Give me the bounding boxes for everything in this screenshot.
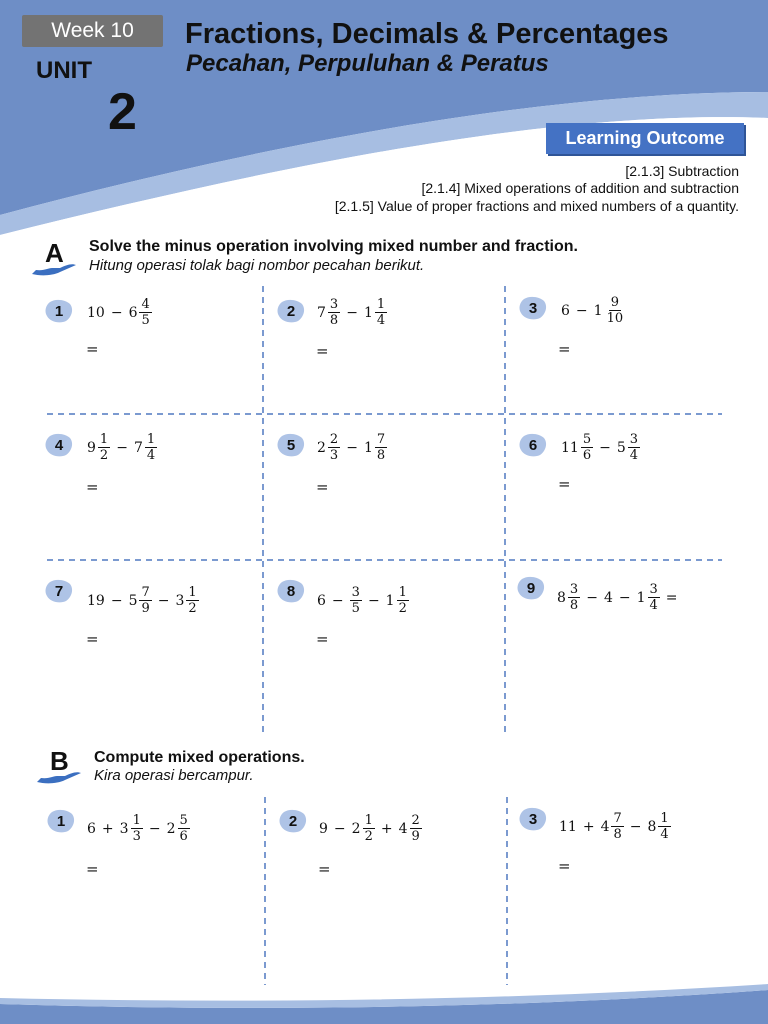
section-a-subtitle: Hitung operasi tolak bagi nombor pecahan berikut. (89, 257, 425, 274)
section-b-subtitle: Kira operasi bercampur. (94, 767, 254, 784)
fraction (628, 432, 640, 463)
math-expression (560, 432, 641, 463)
whole-number: 5 (616, 439, 626, 456)
numerator: 1 (99, 432, 109, 447)
question-number-badge (518, 432, 548, 458)
whole-number: 8 (647, 818, 657, 835)
operator: − (367, 592, 380, 609)
question-number: 7 (54, 582, 64, 600)
whole-number: 2 (317, 439, 326, 456)
answer-equals: = (86, 340, 99, 358)
whole-number: 1 (363, 439, 373, 456)
fraction (139, 297, 151, 328)
operator: − (110, 592, 123, 609)
fraction (145, 432, 157, 463)
section-a-letter: A (45, 238, 64, 268)
section-a-title: Solve the minus operation involving mixed number and fraction. (89, 238, 578, 255)
question-number-badge (518, 806, 548, 832)
page-subtitle: Pecahan, Perpuluhan & Peratus (186, 50, 549, 77)
whole-number: 4 (603, 589, 613, 606)
denominator: 4 (660, 827, 669, 842)
whole-number: 6 (87, 820, 96, 837)
numerator: 3 (329, 297, 339, 312)
fraction (375, 432, 387, 463)
fraction (605, 295, 626, 326)
question-number: 6 (528, 436, 538, 454)
question-number: 4 (54, 436, 64, 454)
answer-equals: = (86, 630, 99, 648)
fraction (328, 297, 340, 328)
operator: − (333, 820, 346, 837)
answer-equals: = (558, 857, 571, 875)
numerator: 7 (613, 811, 622, 826)
denominator: 5 (141, 313, 150, 328)
denominator: 8 (569, 598, 579, 613)
question-number-badge (518, 295, 548, 321)
numerator: 1 (660, 811, 669, 826)
whole-number: 1 (636, 589, 646, 606)
question-number-badge (516, 575, 546, 601)
question-number-badge (278, 808, 308, 834)
fraction (410, 813, 422, 844)
fraction (139, 585, 151, 616)
math-expression (556, 582, 683, 613)
denominator: 8 (613, 827, 622, 842)
whole-number: 4 (600, 818, 610, 835)
whole-number: 9 (319, 820, 328, 837)
operator: − (575, 302, 588, 319)
fraction (350, 585, 362, 616)
numerator: 3 (649, 582, 658, 597)
operator: − (586, 589, 598, 606)
fraction (375, 297, 387, 328)
math-expression (86, 432, 158, 463)
whole-number: 9 (87, 439, 96, 456)
whole-number: 19 (87, 592, 105, 609)
numerator: 1 (376, 297, 386, 312)
operator: − (346, 304, 358, 321)
question-number-badge (44, 432, 74, 458)
whole-number: 7 (133, 439, 143, 456)
unit-label: UNIT (36, 57, 92, 84)
question-number: 9 (526, 579, 536, 597)
denominator: 2 (364, 829, 373, 844)
question-number: 1 (56, 812, 66, 830)
numerator: 3 (569, 582, 579, 597)
question-number: 2 (286, 302, 296, 320)
denominator: 8 (376, 448, 386, 463)
section-b-letter: B (50, 746, 69, 776)
operator: + (380, 820, 393, 837)
answer-equals: = (316, 342, 329, 360)
section-b-title: Compute mixed operations. (94, 749, 305, 766)
math-expression (86, 585, 200, 616)
fraction (363, 813, 375, 844)
answer-equals: = (558, 475, 571, 493)
whole-number: 11 (561, 439, 579, 456)
operator: − (599, 439, 611, 456)
answer-equals: = (86, 860, 99, 878)
numerator: 1 (132, 813, 141, 828)
operator: + (101, 820, 114, 837)
answer-equals: = (316, 630, 329, 648)
numerator: 3 (351, 585, 360, 600)
operator: − (346, 439, 358, 456)
operator: − (331, 592, 344, 609)
whole-number: 4 (398, 820, 408, 837)
denominator: 4 (649, 598, 658, 613)
question-number-badge (44, 298, 74, 324)
whole-number: 8 (557, 589, 566, 606)
denominator: 2 (99, 448, 109, 463)
question-number: 1 (54, 302, 64, 320)
question-number-badge (44, 578, 74, 604)
denominator: 3 (329, 448, 339, 463)
whole-number: 1 (363, 304, 373, 321)
fraction (611, 811, 623, 842)
numerator: 7 (376, 432, 386, 447)
unit-number: 2 (108, 83, 137, 141)
hand-icon (35, 770, 83, 786)
question-number-badge (276, 432, 306, 458)
denominator: 5 (351, 601, 360, 616)
whole-number: 11 (559, 818, 577, 835)
math-expression (86, 297, 153, 328)
fraction (658, 811, 670, 842)
fraction (328, 432, 340, 463)
question-number: 2 (288, 812, 298, 830)
denominator: 4 (376, 313, 386, 328)
numerator: 7 (141, 585, 150, 600)
page-title: Fractions, Decimals & Percentages (185, 18, 669, 50)
operator: − (116, 439, 128, 456)
fraction (178, 813, 190, 844)
operator: − (618, 589, 631, 606)
numerator: 2 (329, 432, 339, 447)
whole-number: 1 (385, 592, 395, 609)
numerator: 3 (629, 432, 639, 447)
learning-outcome-badge: Learning Outcome (546, 123, 744, 154)
whole-number: 6 (317, 592, 326, 609)
numerator: 5 (582, 432, 592, 447)
learning-outcome-item: [2.1.3] Subtraction (625, 163, 739, 179)
fraction (98, 432, 110, 463)
question-number-badge (276, 298, 306, 324)
denominator: 4 (146, 448, 156, 463)
whole-number: 2 (166, 820, 176, 837)
denominator: 2 (398, 601, 407, 616)
denominator: 10 (606, 311, 624, 326)
learning-outcome-item: [2.1.4] Mixed operations of addition and subtraction (421, 180, 739, 196)
math-expression (558, 811, 672, 842)
question-number-badge (276, 578, 306, 604)
denominator: 9 (141, 601, 150, 616)
math-expression (560, 295, 626, 326)
operator: = (665, 589, 678, 606)
denominator: 2 (188, 601, 197, 616)
whole-number: 2 (351, 820, 361, 837)
fraction (568, 582, 580, 613)
numerator: 4 (141, 297, 150, 312)
numerator: 1 (146, 432, 156, 447)
answer-equals: = (316, 478, 329, 496)
denominator: 9 (411, 829, 420, 844)
numerator: 9 (610, 295, 619, 310)
operator: − (629, 818, 642, 835)
fraction (648, 582, 660, 613)
operator: − (157, 592, 170, 609)
whole-number: 10 (87, 304, 105, 321)
math-expression (86, 813, 191, 844)
whole-number: 1 (593, 302, 603, 319)
whole-number: 3 (175, 592, 185, 609)
question-number: 8 (286, 582, 296, 600)
answer-equals: = (86, 478, 99, 496)
whole-number: 7 (317, 304, 326, 321)
operator: + (582, 818, 595, 835)
whole-number: 6 (128, 304, 138, 321)
week-badge: Week 10 (22, 15, 163, 47)
numerator: 2 (411, 813, 420, 828)
denominator: 8 (329, 313, 339, 328)
answer-equals: = (318, 860, 331, 878)
denominator: 6 (179, 829, 188, 844)
math-expression (316, 432, 388, 463)
whole-number: 3 (119, 820, 129, 837)
fraction (397, 585, 409, 616)
denominator: 6 (582, 448, 592, 463)
question-number: 5 (286, 436, 296, 454)
fraction (131, 813, 143, 844)
math-expression (316, 297, 388, 328)
denominator: 4 (629, 448, 639, 463)
math-expression (316, 585, 410, 616)
math-expression (318, 813, 423, 844)
numerator: 1 (188, 585, 197, 600)
fraction (581, 432, 593, 463)
answer-equals: = (558, 340, 571, 358)
learning-outcome-item: [2.1.5] Value of proper fractions and mixed numbers of a quantity. (334, 198, 739, 214)
numerator: 1 (398, 585, 407, 600)
question-number: 3 (528, 299, 538, 317)
question-number-badge (46, 808, 76, 834)
whole-number: 6 (561, 302, 570, 319)
whole-number: 5 (128, 592, 138, 609)
numerator: 1 (364, 813, 373, 828)
operator: − (148, 820, 161, 837)
hand-icon (30, 262, 78, 278)
question-number: 3 (528, 810, 538, 828)
fraction (186, 585, 198, 616)
numerator: 5 (179, 813, 188, 828)
denominator: 3 (132, 829, 141, 844)
operator: − (110, 304, 123, 321)
